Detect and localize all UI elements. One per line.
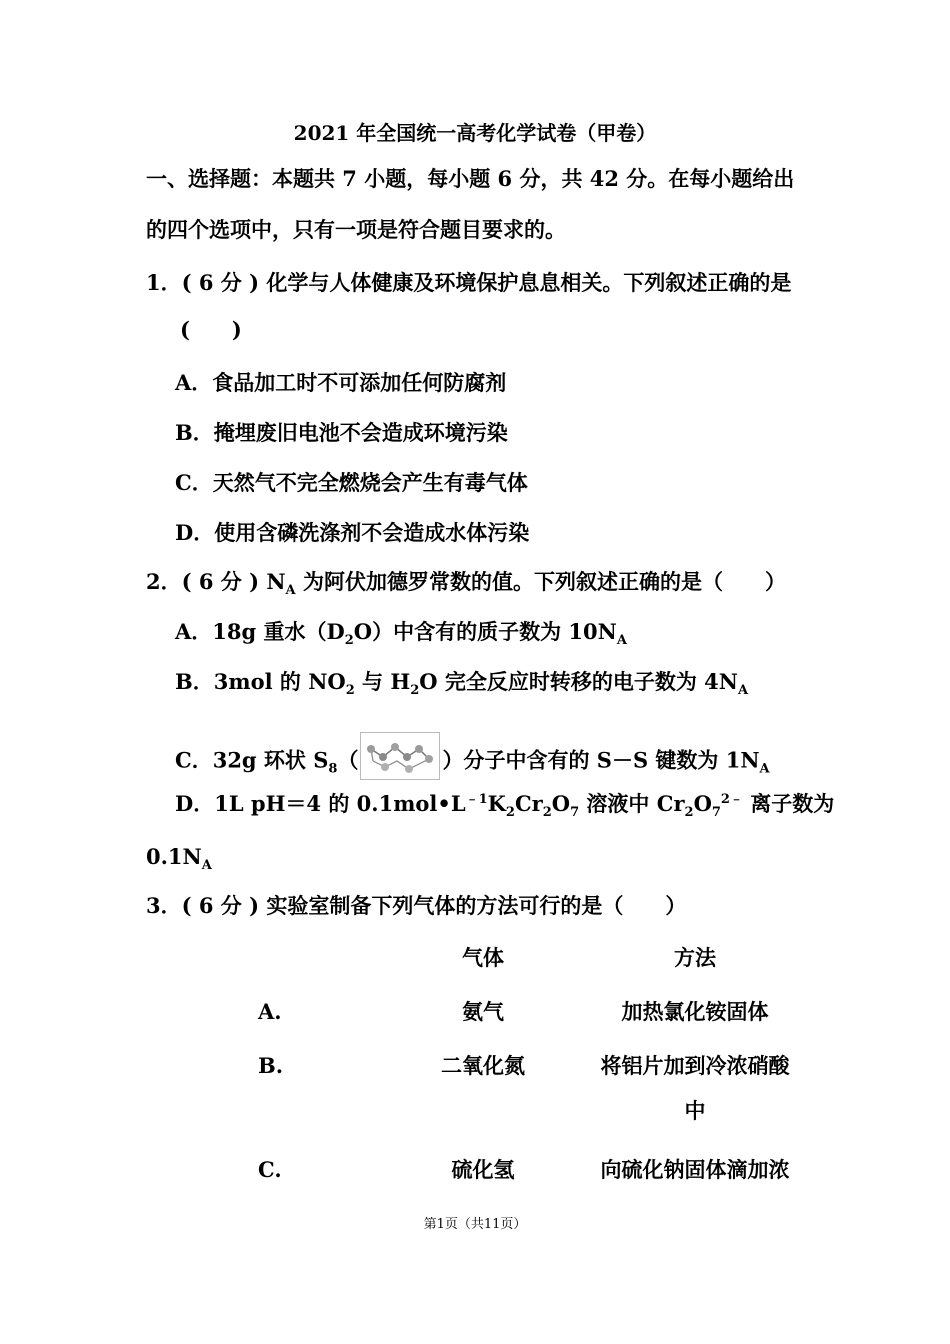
q2-stem	[146, 567, 786, 597]
table-cell-gas: 氨气	[462, 999, 504, 1024]
q1-option-b: B．掩埋废旧电池不会造成环境污染	[175, 420, 508, 445]
q1-option-d: D．使用含磷洗涤剂不会造成水体污染	[175, 520, 530, 545]
page-footer: 第1页（共11页）	[423, 1217, 527, 1232]
text: D．1L pH＝4 的 0.1mol•L	[175, 791, 466, 816]
text: O	[551, 791, 571, 816]
table-header-gas: 气体	[462, 945, 504, 970]
q1-option-c: C．天然气不完全燃烧会产生有毒气体	[175, 470, 528, 495]
q1-option-a: A．食品加工时不可添加任何防腐剂	[175, 370, 507, 395]
table-header-method: 方法	[674, 945, 716, 970]
q1-stem: 1．( 6 分 ) 化学与人体健康及环境保护息息相关。下列叙述正确的是	[146, 270, 792, 295]
q2-option-b	[175, 667, 748, 697]
text: 溶液中 Cr	[579, 791, 685, 816]
subscript: 2	[684, 805, 694, 821]
section-heading-line-1: 一、选择题：本题共 7 小题，每小题 6 分，共 42 分。在每小题给出	[146, 166, 795, 191]
subscript: A	[616, 633, 627, 649]
text: O 完全反应时转移的电子数为 4N	[419, 669, 738, 694]
section-heading-line-2: 的四个选项中，只有一项是符合题目要求的。	[146, 217, 566, 242]
table-row-label: C.	[258, 1157, 282, 1182]
subscript: 2	[542, 805, 552, 821]
subscript: 2	[410, 683, 420, 699]
table-cell-method: 加热氯化铵固体	[621, 999, 769, 1024]
subscript: A	[285, 583, 296, 599]
text: ）分子中含有的 S－S 键数为 1N	[442, 747, 760, 773]
s8-molecule-image	[360, 732, 440, 780]
q2-option-c	[175, 738, 770, 786]
text: Cr	[514, 791, 543, 816]
table-row-label: B.	[258, 1053, 284, 1078]
table-cell-method-continued: 中	[684, 1098, 706, 1123]
subscript: A	[759, 761, 770, 777]
text: 与 H	[354, 669, 411, 694]
subscript: 8	[328, 761, 338, 777]
text: O）中含有的质子数为 10N	[353, 619, 617, 644]
text: K	[487, 791, 506, 816]
q2-option-a	[175, 617, 627, 647]
table-cell-method: 将铝片加到冷浓硝酸	[600, 1053, 790, 1078]
q3-stem: 3．( 6 分 ) 实验室制备下列气体的方法可行的是（ ）	[146, 893, 687, 918]
q1-answer-paren: ( )	[180, 317, 242, 342]
subscript: 7	[570, 805, 580, 821]
q2-option-d-continued	[146, 842, 212, 872]
subscript: 2	[505, 805, 515, 821]
text: C．32g 环状 S	[175, 747, 329, 773]
subscript: 2	[345, 683, 355, 699]
text: 离子数为	[742, 791, 835, 816]
table-cell-gas: 二氧化氮	[441, 1053, 525, 1078]
text: O	[693, 791, 712, 816]
s8-molecule-icon	[361, 733, 439, 779]
subscript: A	[737, 683, 749, 699]
table-cell-method: 向硫化钠固体滴加浓	[600, 1157, 790, 1182]
text: B．3mol 的 NO	[175, 669, 346, 694]
page-title: 2021 年全国统一高考化学试卷（甲卷）	[293, 121, 657, 145]
q2-stem-text: 为阿伏加德罗常数的值。下列叙述正确的是（ ）	[295, 569, 786, 594]
q2-stem-text: 2．( 6 分 ) N	[146, 569, 286, 594]
subscript: 7	[711, 805, 721, 821]
table-cell-gas: 硫化氢	[451, 1157, 515, 1182]
text: A．18g 重水（D	[175, 619, 345, 644]
superscript: ﹣1	[465, 792, 488, 807]
subscript: 2	[344, 633, 354, 649]
text: 0.1N	[146, 844, 202, 869]
text: （	[337, 747, 359, 773]
q2-option-d	[175, 789, 834, 819]
superscript: 2﹣	[720, 792, 743, 807]
table-row-label: A.	[258, 999, 282, 1024]
subscript: A	[201, 858, 212, 874]
